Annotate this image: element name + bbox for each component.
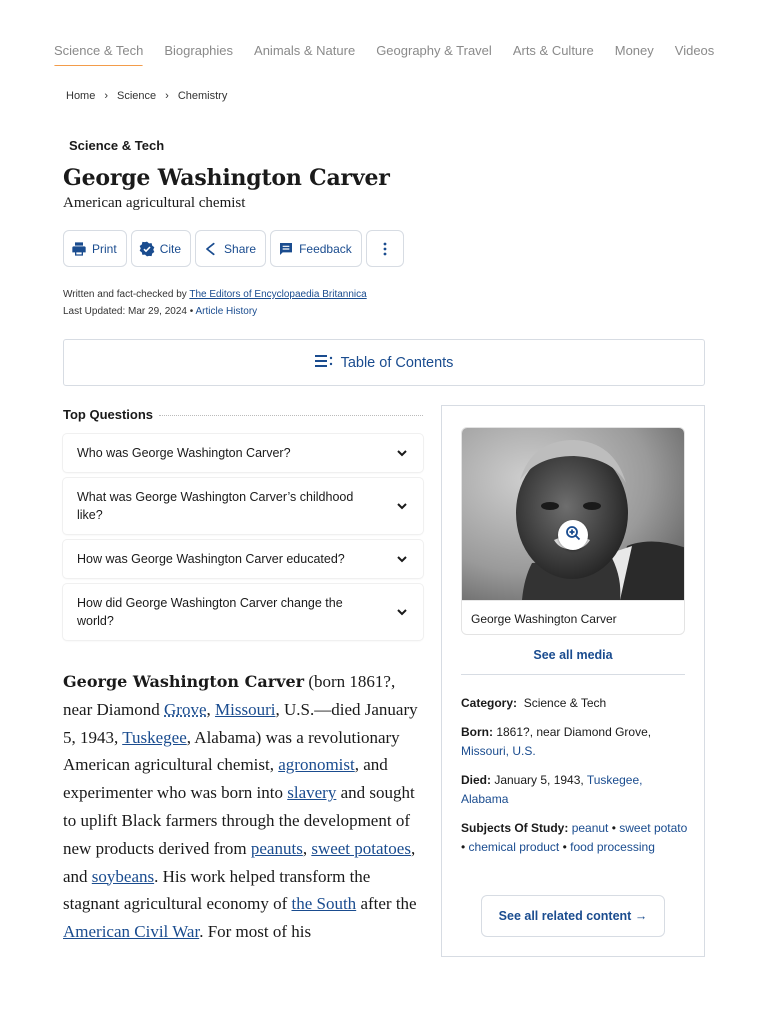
feedback-label: Feedback	[299, 241, 352, 256]
verified-badge-icon	[139, 241, 155, 257]
body-text: ,	[302, 838, 312, 858]
divider	[461, 674, 685, 675]
list-icon	[315, 355, 333, 371]
fact-category	[461, 694, 691, 714]
link-slavery[interactable]: slavery	[287, 783, 337, 803]
print-button[interactable]	[63, 230, 127, 267]
link-tuskegee[interactable]: Tuskegee	[122, 727, 187, 747]
zoom-in-icon	[565, 525, 581, 546]
link-soybeans[interactable]: soybeans	[91, 866, 155, 886]
fact-born	[461, 723, 691, 762]
table-of-contents-button[interactable]	[63, 339, 705, 386]
byline-prefix: Written and fact-checked by	[63, 289, 187, 300]
breadcrumb-home[interactable]: Home	[66, 90, 96, 102]
link-missouri[interactable]: Missouri	[215, 699, 276, 719]
last-updated	[63, 306, 257, 317]
byline	[63, 289, 367, 300]
question-item[interactable]	[63, 478, 423, 534]
toc-label: Table of Contents	[340, 354, 454, 371]
article-intro-paragraph	[63, 668, 423, 946]
share-label: Share	[224, 241, 257, 256]
article-toolbar	[63, 230, 404, 267]
article-sidebar-card	[441, 405, 705, 957]
fact-label: Died:	[461, 772, 491, 787]
question-item[interactable]	[63, 584, 423, 640]
link-american-civil-war[interactable]: American Civil War	[63, 922, 200, 942]
updated-text: Last Updated: Mar 29, 2024 •	[63, 306, 194, 317]
body-text: (born 1861?, near Diamond	[63, 672, 396, 719]
chevron-down-icon	[395, 499, 409, 513]
page-subtitle: American agricultural chemist	[63, 195, 246, 211]
link-sweet-potatoes[interactable]: sweet potatoes	[311, 838, 411, 858]
nav-item-animals-nature[interactable]: Animals & Nature	[254, 43, 356, 58]
nav-item-arts-culture[interactable]: Arts & Culture	[512, 43, 594, 58]
question-item[interactable]	[63, 434, 423, 472]
fact-subjects	[461, 819, 691, 858]
breadcrumb-science[interactable]: Science	[117, 90, 157, 102]
body-text: after the	[356, 894, 417, 914]
breadcrumb-chemistry[interactable]: Chemistry	[177, 90, 228, 102]
nav-item-science-tech[interactable]: Science & Tech	[54, 42, 143, 66]
author-link[interactable]: The Editors of Encyclopaedia Britannica	[189, 289, 367, 300]
chevron-down-icon	[395, 552, 409, 566]
share-button[interactable]	[195, 230, 266, 267]
nav-item-biographies[interactable]: Biographies	[164, 43, 234, 58]
portrait-figure[interactable]	[461, 427, 685, 635]
subject-link-chemical-product[interactable]: chemical product	[468, 840, 560, 854]
category-link[interactable]: Science & Tech	[523, 696, 607, 710]
body-text: . His work helped transform the stagnant agricultural economy of	[63, 866, 371, 914]
body-text: . For most of his	[199, 922, 312, 942]
printer-icon	[71, 241, 87, 257]
body-text: , Alabama) was a revolutionary American agricultural chemist,	[63, 727, 400, 775]
divider	[159, 415, 423, 416]
body-text: and sought to uplift Black farmers through the development of new products derived from	[63, 783, 415, 858]
fact-value: 1861?, near Diamond Grove,	[493, 724, 652, 739]
separator: •	[461, 840, 469, 854]
more-vertical-icon	[383, 242, 387, 256]
body-text: , and	[63, 838, 416, 886]
see-all-related-content-button[interactable]: See all related content →	[481, 895, 665, 937]
quick-facts	[461, 694, 691, 867]
subject-link-food-processing[interactable]: food processing	[570, 840, 655, 854]
nav-item-money[interactable]: Money	[614, 43, 654, 58]
question-text: How was George Washington Carver educated?	[77, 552, 345, 566]
chevron-down-icon	[395, 446, 409, 460]
cite-button[interactable]	[131, 230, 191, 267]
comment-icon	[278, 241, 294, 257]
fact-died	[461, 771, 691, 810]
zoom-in-button[interactable]	[558, 520, 588, 550]
article-subject-name: George Washington Carver	[63, 672, 305, 691]
nav-item-videos[interactable]: Videos	[674, 43, 715, 58]
link-grove[interactable]: Grove	[164, 699, 207, 719]
feedback-button[interactable]	[270, 230, 362, 267]
chevron-right-icon: ›	[165, 90, 169, 102]
died-place-link[interactable]: Tuskegee, Alabama	[461, 772, 643, 806]
chevron-right-icon: ›	[104, 90, 109, 102]
page-title: George Washington Carver	[63, 165, 390, 191]
fact-label: Category:	[461, 696, 518, 710]
fact-label: Born:	[461, 724, 493, 739]
link-the-south[interactable]: the South	[291, 894, 357, 914]
born-place-link[interactable]: Missouri, U.S.	[461, 744, 536, 758]
fact-value: January 5, 1943,	[491, 772, 587, 787]
see-all-media-link[interactable]: See all media	[533, 648, 613, 662]
question-text: How did George Washington Carver change the world?	[77, 596, 343, 628]
body-text: , and experimenter who was born into	[63, 755, 388, 803]
question-item[interactable]	[63, 540, 423, 578]
question-text: What was George Washington Carver’s childhood like?	[77, 490, 354, 522]
portrait-photo[interactable]	[462, 428, 685, 600]
subject-link-peanut[interactable]: peanut	[571, 820, 609, 835]
chevron-down-icon	[395, 605, 409, 619]
link-peanuts[interactable]: peanuts	[250, 838, 303, 858]
separator: •	[608, 820, 620, 835]
cite-label: Cite	[159, 241, 182, 256]
article-category[interactable]: Science & Tech	[69, 138, 165, 153]
top-questions-header	[63, 407, 423, 422]
share-icon	[203, 241, 219, 257]
nav-item-geography-travel[interactable]: Geography & Travel	[376, 43, 492, 58]
separator: •	[559, 840, 571, 854]
body-text: ,	[206, 699, 216, 719]
breadcrumb	[66, 90, 227, 102]
top-questions-title: Top Questions	[63, 407, 154, 422]
question-text: Who was George Washington Carver?	[77, 446, 291, 460]
portrait-caption: George Washington Carver	[462, 600, 684, 635]
body-text: , U.S.—died January 5, 1943,	[63, 699, 418, 747]
subject-link-sweet-potato[interactable]: sweet potato	[619, 820, 688, 835]
link-agronomist[interactable]: agronomist	[278, 755, 355, 775]
fact-label: Subjects Of Study:	[461, 820, 569, 835]
more-options-button[interactable]	[366, 230, 404, 267]
print-label: Print	[92, 241, 117, 256]
article-history-link[interactable]: Article History	[195, 306, 258, 317]
category-nav	[54, 42, 768, 66]
